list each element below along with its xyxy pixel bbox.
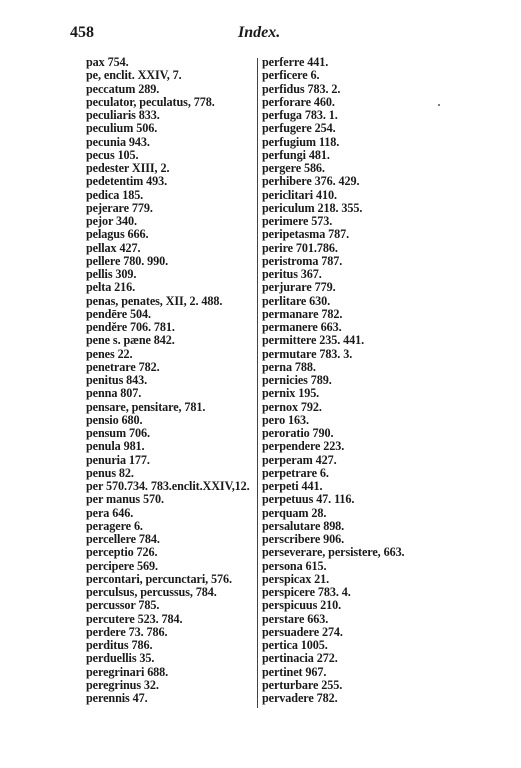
index-entry: perspicere 783. 4. bbox=[262, 585, 351, 599]
index-entry: pernox 792. bbox=[262, 399, 322, 414]
index-entry: perfuga 783. 1. bbox=[262, 108, 338, 122]
index-entry: percellere 784. bbox=[86, 532, 160, 546]
index-entry: pax 754. bbox=[86, 55, 129, 69]
index-column-left bbox=[86, 56, 256, 705]
index-entry: peccatum 289. bbox=[86, 81, 160, 96]
index-entry: perditus 786. bbox=[86, 638, 153, 652]
index-entry: perpetuus 47. 116. bbox=[262, 492, 355, 507]
index-entry: pedetentim 493. bbox=[86, 174, 168, 189]
index-entry: pendĕre 706. 781. bbox=[86, 320, 175, 334]
index-entry: perscribere 906. bbox=[262, 532, 345, 546]
index-entry: persalutare 898. bbox=[262, 518, 345, 533]
index-entry: pellax 427. bbox=[86, 240, 141, 255]
index-entry: perperam 427. bbox=[262, 452, 337, 467]
index-entry: pene s. pæne 842. bbox=[86, 333, 175, 348]
index-entry: perfungi 481. bbox=[262, 147, 330, 162]
index-entry: perfugere 254. bbox=[262, 121, 336, 136]
index-entry: penula 981. bbox=[86, 439, 145, 454]
index-entry: perlitare 630. bbox=[262, 293, 331, 308]
index-entry: perstare 663. bbox=[262, 611, 329, 626]
index-entry: perdere 73. 786. bbox=[86, 624, 168, 639]
paper-speck bbox=[438, 104, 440, 106]
index-entry: permittere 235. 441. bbox=[262, 333, 365, 348]
index-entry: per manus 570. bbox=[86, 492, 164, 507]
index-entry: peculiaris 833. bbox=[86, 108, 160, 122]
index-entry: peragere 6. bbox=[86, 518, 143, 533]
index-entry: perjurare 779. bbox=[262, 280, 336, 295]
index-entry: perficere 6. bbox=[262, 68, 320, 83]
index-column-right bbox=[262, 56, 462, 705]
index-entry: perennis 47. bbox=[86, 691, 148, 705]
index-entry: perpeti 441. bbox=[262, 479, 323, 493]
index-entry: periculum 218. 355. bbox=[262, 200, 363, 215]
running-head: Index. bbox=[238, 24, 281, 41]
index-entry: pertinacia 272. bbox=[262, 651, 338, 666]
index-entry: pertinet 967. bbox=[262, 664, 327, 679]
index-entry: percontari, percunctari, 576. bbox=[86, 571, 232, 586]
index-entry: persuadere 274. bbox=[262, 624, 343, 639]
index-entry: perseverare, persistere, 663. bbox=[262, 545, 405, 560]
index-entry: peregrinus 32. bbox=[86, 677, 159, 692]
index-entry: peculium 506. bbox=[86, 121, 158, 136]
index-entry: pendēre 504. bbox=[86, 306, 151, 321]
index-entry: pecus 105. bbox=[86, 147, 139, 162]
index-entry: penuria 177. bbox=[86, 452, 150, 467]
column-divider bbox=[257, 58, 258, 708]
index-entry: peripetasma 787. bbox=[262, 227, 350, 242]
index-entry: perfidus 783. 2. bbox=[262, 81, 341, 96]
index-entry: peroratio 790. bbox=[262, 426, 334, 440]
index-entry: perceptio 726. bbox=[86, 545, 158, 560]
index-entry: pellis 309. bbox=[86, 267, 137, 281]
index-entry: percutere 523. 784. bbox=[86, 611, 183, 626]
page-number: 458 bbox=[70, 24, 94, 41]
index-entry: perduellis 35. bbox=[86, 651, 155, 666]
index-entry: penitus 843. bbox=[86, 373, 148, 387]
index-entry: pernicies 789. bbox=[262, 373, 332, 387]
index-entry: per 570.734. 783.enclit.XXIV,12. bbox=[86, 479, 250, 493]
index-entry: penetrare 782. bbox=[86, 359, 160, 374]
index-entry: perire 701.786. bbox=[262, 240, 338, 255]
index-entry: pera 646. bbox=[86, 505, 134, 520]
index-entry: permutare 783. 3. bbox=[262, 346, 353, 361]
index-entry: perpendere 223. bbox=[262, 439, 345, 454]
index-entry: perna 788. bbox=[262, 359, 316, 374]
index-entry: penus 82. bbox=[86, 465, 134, 480]
index-entry: perturbare 255. bbox=[262, 677, 343, 692]
index-entry: penna 807. bbox=[86, 386, 142, 401]
index-entry: perspicuus 210. bbox=[262, 598, 342, 613]
index-entry: pernix 195. bbox=[262, 386, 320, 401]
index-entry: pellere 780. 990. bbox=[86, 253, 169, 268]
index-entry: perpetrare 6. bbox=[262, 465, 329, 480]
index-entry: perquam 28. bbox=[262, 505, 327, 520]
index-entry: perimere 573. bbox=[262, 214, 333, 228]
index-entry: perhibere 376. 429. bbox=[262, 174, 360, 189]
index-entry: permanere 663. bbox=[262, 320, 342, 334]
index-entry: pelta 216. bbox=[86, 280, 136, 295]
index-entry: penas, penates, XII, 2. 488. bbox=[86, 293, 223, 308]
index-entry: peritus 367. bbox=[262, 267, 322, 281]
page-header bbox=[70, 24, 481, 48]
index-entry: peristroma 787. bbox=[262, 253, 343, 268]
index-entry: pergere 586. bbox=[262, 161, 325, 175]
index-entry: perspicax 21. bbox=[262, 571, 330, 586]
index-entry: perfugium 118. bbox=[262, 134, 340, 149]
index-entry: percipere 569. bbox=[86, 558, 158, 573]
index-entry: perferre 441. bbox=[262, 55, 329, 69]
index-entry: penes 22. bbox=[86, 346, 133, 361]
index-entry: perforare 460. bbox=[262, 94, 335, 109]
index-entry: peregrinari 688. bbox=[86, 664, 169, 679]
index-entry: periclitari 410. bbox=[262, 187, 337, 202]
index-entry: pervadere 782. bbox=[262, 691, 338, 705]
index-entry: peculator, peculatus, 778. bbox=[86, 94, 215, 109]
index-entry: pelagus 666. bbox=[86, 227, 149, 242]
index-entry: permanare 782. bbox=[262, 306, 343, 321]
index-entry: perculsus, percussus, 784. bbox=[86, 585, 217, 599]
index-entry: pero 163. bbox=[262, 412, 309, 427]
index-entry: pejor 340. bbox=[86, 214, 137, 228]
index-entry: pensare, pensitare, 781. bbox=[86, 399, 206, 414]
index-entry: pe, enclit. XXIV, 7. bbox=[86, 68, 182, 83]
index-entry: pedica 185. bbox=[86, 187, 144, 202]
index-entry: persona 615. bbox=[262, 558, 327, 573]
index-entry: pejerare 779. bbox=[86, 200, 153, 215]
index-entry: pecunia 943. bbox=[86, 134, 150, 149]
index-entry: percussor 785. bbox=[86, 598, 160, 613]
index-entry: pedester XIII, 2. bbox=[86, 161, 170, 175]
index-entry: pensio 680. bbox=[86, 412, 143, 427]
index-entry: pensum 706. bbox=[86, 426, 150, 440]
index-entry: pertica 1005. bbox=[262, 638, 328, 652]
